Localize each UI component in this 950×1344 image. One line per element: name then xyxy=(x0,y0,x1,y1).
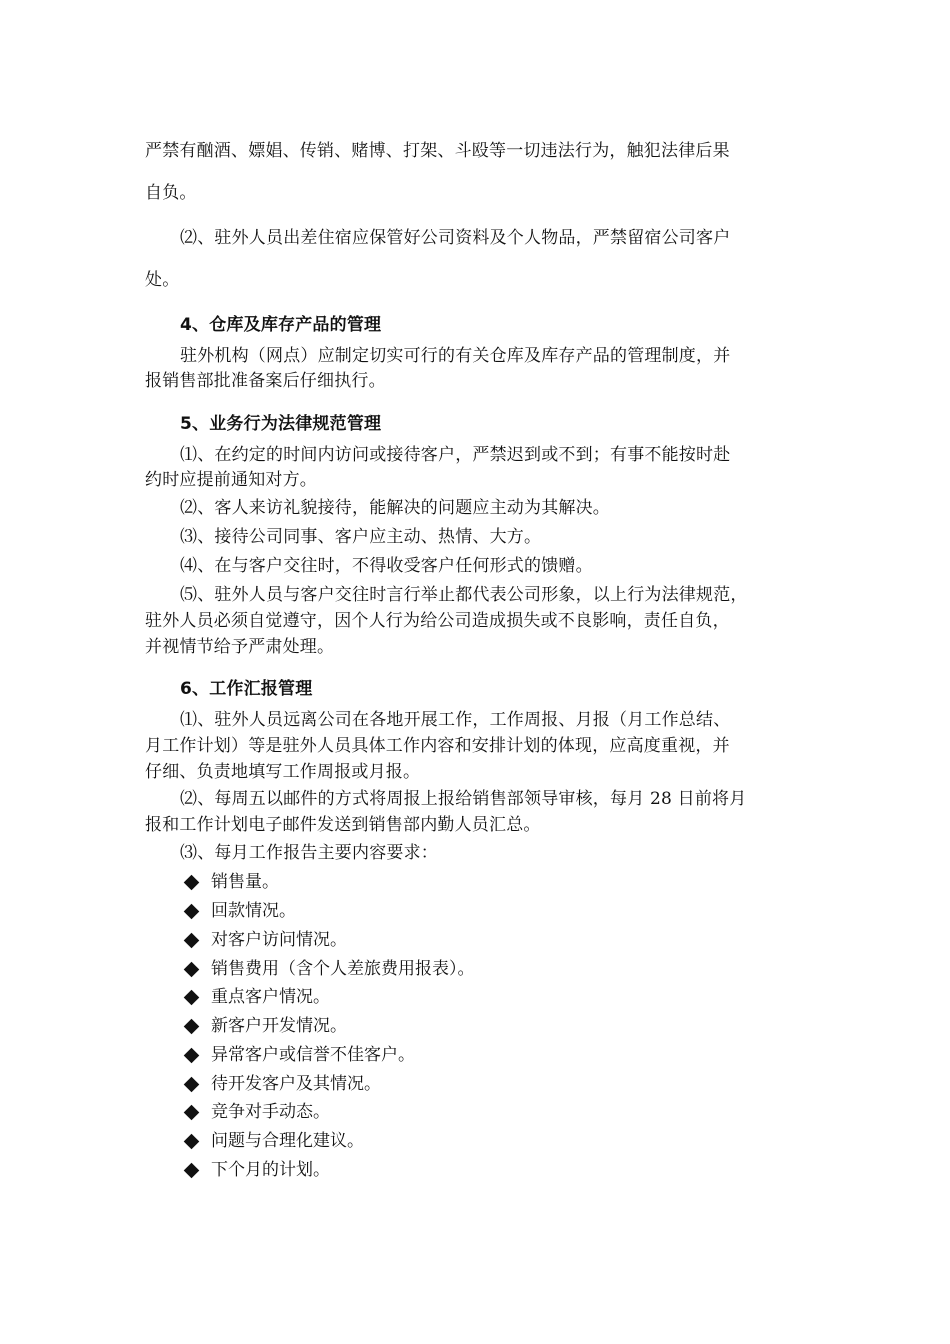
list-item-text: 问题与合理化建议。 xyxy=(211,1131,364,1151)
paragraph-line: 自负。 xyxy=(145,183,197,203)
list-item xyxy=(183,1043,415,1067)
diamond-bullet-icon xyxy=(184,932,200,948)
diamond-bullet-icon xyxy=(184,1018,200,1034)
section-heading: 6、工作汇报管理 xyxy=(180,679,313,699)
list-item xyxy=(183,1014,347,1038)
list-item-text: 销售费用（含个人差旅费用报表）。 xyxy=(211,959,475,979)
diamond-bullet-icon xyxy=(184,903,200,919)
paragraph-line: 驻外机构（网点）应制定切实可行的有关仓库及库存产品的管理制度，并 xyxy=(180,346,731,366)
paragraph-line: 仔细、负责地填写工作周报或月报。 xyxy=(145,762,421,782)
list-item-text: 异常客户或信誉不佳客户。 xyxy=(211,1045,415,1065)
list-item xyxy=(183,899,296,923)
paragraph-line: ⑸、驻外人员与客户交往时言行举止都代表公司形象，以上行为法律规范， xyxy=(180,585,748,605)
list-item-text: 对客户访问情况。 xyxy=(211,930,347,950)
diamond-bullet-icon xyxy=(184,1133,200,1149)
list-item xyxy=(183,1129,364,1153)
list-item xyxy=(183,1158,330,1182)
list-item-text: 回款情况。 xyxy=(211,901,296,921)
paragraph-line: 处。 xyxy=(145,270,180,290)
paragraph-line: 约时应提前通知对方。 xyxy=(145,470,317,490)
list-item-text: 下个月的计划。 xyxy=(211,1160,330,1180)
diamond-bullet-icon xyxy=(184,961,200,977)
list-item xyxy=(183,985,330,1009)
list-item xyxy=(183,1072,381,1096)
paragraph-line: ⑶、接待公司同事、客户应主动、热情、大方。 xyxy=(180,527,542,547)
paragraph-line: 驻外人员必须自觉遵守，因个人行为给公司造成损失或不良影响，责任自负， xyxy=(145,611,730,631)
diamond-bullet-icon xyxy=(184,1104,200,1120)
list-item xyxy=(183,957,475,981)
paragraph-line: ⑴、驻外人员远离公司在各地开展工作，工作周报、月报（月工作总结、 xyxy=(180,710,731,730)
paragraph-line: ⑵、每周五以邮件的方式将周报上报给销售部领导审核，每月 28 日前将月 xyxy=(180,789,747,809)
list-item-text: 竞争对手动态。 xyxy=(211,1102,330,1122)
diamond-bullet-icon xyxy=(184,874,200,890)
paragraph-line: 报和工作计划电子邮件发送到销售部内勤人员汇总。 xyxy=(145,815,541,835)
section-heading: 5、业务行为法律规范管理 xyxy=(180,414,382,434)
diamond-bullet-icon xyxy=(184,1047,200,1063)
section-heading: 4、仓库及库存产品的管理 xyxy=(180,315,382,335)
list-item-text: 重点客户情况。 xyxy=(211,987,330,1007)
list-item-text: 新客户开发情况。 xyxy=(211,1016,347,1036)
paragraph-line: ⑶、每月工作报告主要内容要求： xyxy=(180,843,438,863)
paragraph-line: ⑵、客人来访礼貌接待，能解决的问题应主动为其解决。 xyxy=(180,498,610,518)
list-item xyxy=(183,870,279,894)
paragraph-line: 月工作计划）等是驻外人员具体工作内容和安排计划的体现，应高度重视，并 xyxy=(145,736,730,756)
diamond-bullet-icon xyxy=(184,989,200,1005)
paragraph-line: ⑷、在与客户交往时，不得收受客户任何形式的馈赠。 xyxy=(180,556,593,576)
list-item-text: 销售量。 xyxy=(211,872,279,892)
paragraph-line: 并视情节给予严肃处理。 xyxy=(145,637,335,657)
diamond-bullet-icon xyxy=(184,1162,200,1178)
paragraph-line: 报销售部批准备案后仔细执行。 xyxy=(145,371,386,391)
list-item xyxy=(183,1100,330,1124)
list-item xyxy=(183,928,347,952)
paragraph-line: 严禁有酗酒、嫖娼、传销、赌博、打架、斗殴等一切违法行为，触犯法律后果 xyxy=(145,141,730,161)
list-item-text: 待开发客户及其情况。 xyxy=(211,1074,381,1094)
paragraph-line: ⑵、驻外人员出差住宿应保管好公司资料及个人物品，严禁留宿公司客户 xyxy=(180,228,731,248)
paragraph-line: ⑴、在约定的时间内访问或接待客户，严禁迟到或不到；有事不能按时赴 xyxy=(180,445,731,465)
diamond-bullet-icon xyxy=(184,1076,200,1092)
